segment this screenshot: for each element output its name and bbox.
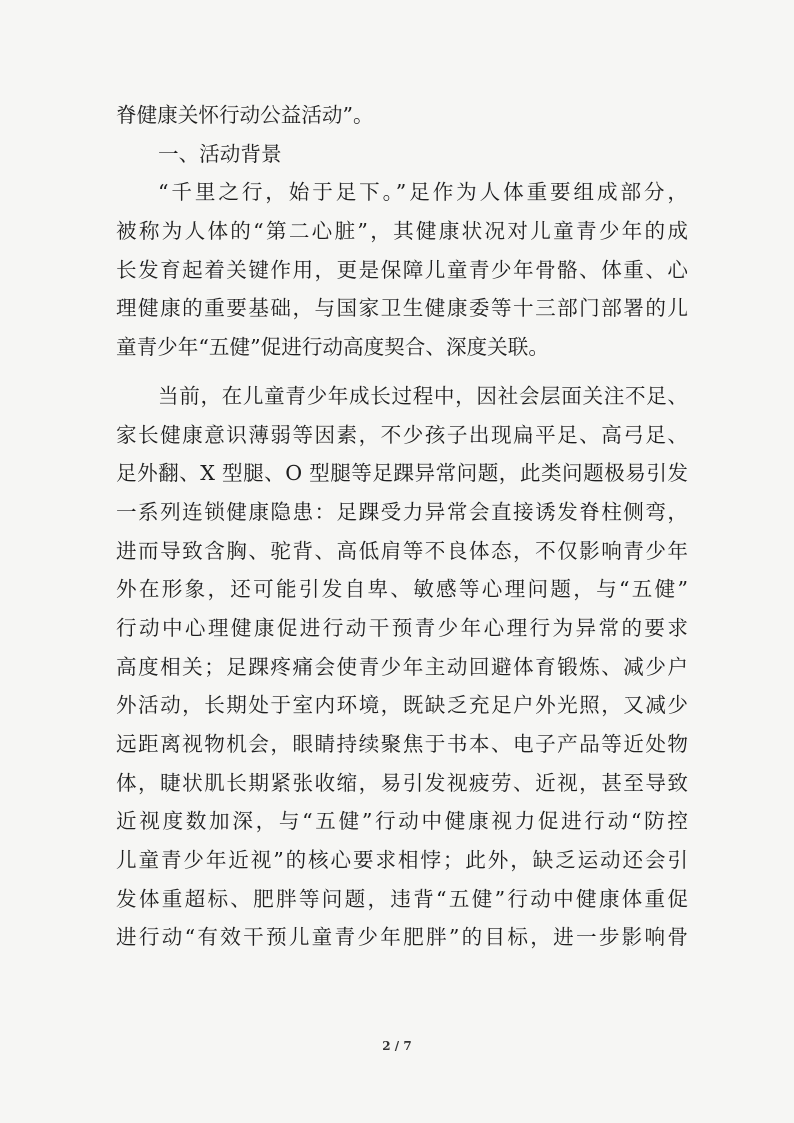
text-line: 长发育起着关键作用，更是保障儿童青少年骨骼、体重、心 bbox=[116, 257, 688, 282]
text-line: 童青少年“五健”促进行动高度契合、深度关联。 bbox=[116, 335, 549, 360]
text-line: 家长健康意识薄弱等因素，不少孩子出现扁平足、高弓足、 bbox=[116, 422, 688, 447]
text-line: 行动中心理健康促进行动干预青少年心理行为异常的要求 bbox=[116, 615, 688, 640]
text-line: 外在形象，还可能引发自卑、敏感等心理问题，与“五健” bbox=[116, 577, 688, 602]
text-line: 进行动“有效干预儿童青少年肥胖”的目标，进一步影响骨 bbox=[116, 925, 688, 950]
text-line: 远距离视物机会，眼睛持续聚焦于书本、电子产品等近处物 bbox=[116, 732, 688, 756]
page-number: 2 / 7 bbox=[382, 1039, 412, 1053]
section-heading: 一、活动背景 bbox=[158, 141, 282, 166]
text-line: 儿童青少年近视”的核心要求相悖；此外，缺乏运动还会引 bbox=[116, 848, 688, 873]
text-line: “千里之行，始于足下。”足作为人体重要组成部分， bbox=[158, 180, 688, 205]
text-line: 被称为人体的“第二心脏”，其健康状况对儿童青少年的成 bbox=[116, 219, 688, 244]
text-line: 理健康的重要基础，与国家卫生健康委等十三部门部署的儿 bbox=[116, 296, 688, 321]
text-line: 一系列连锁健康隐患：足踝受力异常会直接诱发脊柱侧弯， bbox=[116, 499, 688, 524]
text-line: 近视度数加深，与“五健”行动中健康视力促进行动“防控 bbox=[116, 809, 688, 834]
text-line: 脊健康关怀行动公益活动”。 bbox=[116, 103, 374, 127]
text-line: 进而导致含胸、驼背、高低肩等不良体态，不仅影响青少年 bbox=[116, 538, 688, 563]
text-line: 高度相关；足踝疼痛会使青少年主动回避体育锻炼、减少户 bbox=[116, 654, 688, 679]
text-line: 足外翻、X 型腿、O 型腿等足踝异常问题，此类问题极易引发 bbox=[116, 461, 688, 486]
text-line: 外活动，长期处于室内环境，既缺乏充足户外光照，又减少 bbox=[116, 693, 688, 718]
paragraph-gap bbox=[116, 367, 688, 377]
text-line: 体，睫状肌长期紧张收缩，易引发视疲劳、近视，甚至导致 bbox=[116, 770, 688, 795]
text-line: 当前，在儿童青少年成长过程中，因社会层面关注不足、 bbox=[158, 383, 688, 408]
document-body bbox=[116, 96, 688, 957]
text-line: 发体重超标、肥胖等问题，违背“五健”行动中健康体重促 bbox=[116, 886, 688, 911]
